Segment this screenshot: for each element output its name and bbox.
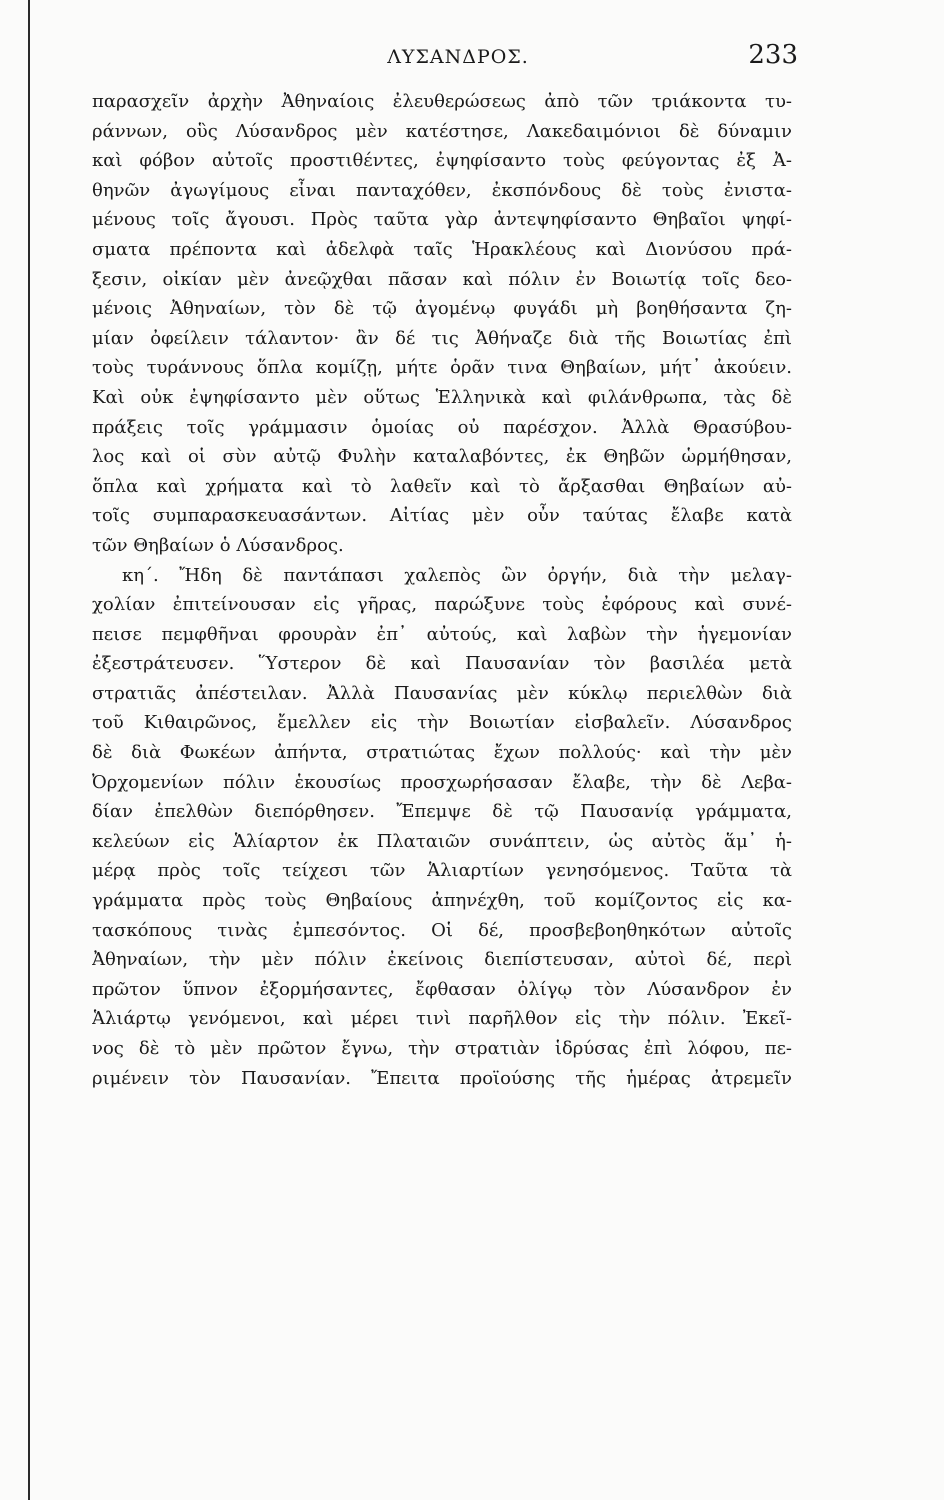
text-line: ράννων, οὓς Λύσανδρος μὲν κατέστησε, Λακεδαιμόνιοι δὲ δύναμιν — [92, 120, 792, 142]
text-line: δίαν ἐπελθὼν διεπόρθησεν. Ἔπεμψε δὲ τῷ Παυσανίᾳ γράμματα, — [92, 801, 792, 823]
binding-edge — [28, 0, 30, 1500]
text-line: Καὶ οὐκ ἐψηφίσαντο μὲν οὕτως Ἑλληνικὰ καὶ φιλάνθρωπα, τὰς δὲ — [92, 386, 792, 408]
section-start-line: κη΄. Ἤδη δὲ παντάπασι χαλεπὸς ὢν ὀργήν, διὰ τὴν μελαγ- — [122, 564, 792, 586]
text-line: πρῶτον ὕπνον ἐξορμήσαντες, ἔφθασαν ὀλίγῳ τὸν Λύσανδρον ἐν — [92, 978, 792, 1000]
text-line: παρασχεῖν ἀρχὴν Ἀθηναίοις ἐλευθερώσεως ἀπὸ τῶν τριάκοντα τυ- — [92, 91, 792, 112]
text-line: τοῖς συμπαρασκευασάντων. Αἰτίας μὲν οὖν ταύτας ἔλαβε κατὰ — [92, 505, 792, 527]
page-number: 233 — [748, 40, 798, 70]
text-line: θηνῶν ἀγωγίμους εἶναι πανταχόθεν, ἐκσπόνδους δὲ τοὺς ἐνιστα- — [92, 179, 792, 201]
text-line: μένοις Ἀθηναίων, τὸν δὲ τῷ ἀγομένῳ φυγάδι μὴ βοηθήσαντα ζη- — [92, 298, 792, 320]
text-line: γράμματα πρὸς τοὺς Θηβαίους ἀπηνέχθη, τοῦ κομίζοντος εἰς κα- — [92, 890, 792, 912]
text-line: ξεσιν, οἰκίαν μὲν ἀνεῷχθαι πᾶσαν καὶ πόλιν ἐν Βοιωτίᾳ τοῖς δεο- — [92, 268, 792, 290]
text-line: καὶ φόβον αὐτοῖς προστιθέντες, ἐψηφίσαντο τοὺς φεύγοντας ἐξ Ἀ- — [92, 150, 792, 172]
text-line: λος καὶ οἱ σὺν αὐτῷ Φυλὴν καταλαβόντες, ἐκ Θηβῶν ὡρμήθησαν, — [92, 446, 792, 468]
text-line: μένους τοῖς ἄγουσι. Πρὸς ταῦτα γὰρ ἀντεψηφίσαντο Θηβαῖοι ψηφί- — [92, 209, 792, 231]
body-text — [92, 87, 792, 1093]
text-line: χολίαν ἐπιτείνουσαν εἰς γῆρας, παρώξυνε τοὺς ἐφόρους καὶ συνέ- — [92, 594, 792, 616]
text-line: δὲ διὰ Φωκέων ἀπήντα, στρατιώτας ἔχων πολλούς· καὶ τὴν μὲν — [92, 742, 792, 764]
running-head: ΛΥΣΑΝΔΡΟΣ. — [387, 46, 529, 68]
text-line: Ὀρχομενίων πόλιν ἑκουσίως προσχωρήσασαν ἔλαβε, τὴν δὲ Λεβα- — [92, 771, 792, 793]
text-line: μίαν ὀφείλειν τάλαντον· ἂν δέ τις Ἀθήναζε διὰ τῆς Βοιωτίας ἐπὶ — [92, 327, 792, 349]
text-line: ριμένειν τὸν Παυσανίαν. Ἔπειτα προϊούσης τῆς ἡμέρας ἀτρεμεῖν — [92, 1067, 792, 1089]
text-line: πεισε πεμφθῆναι φρουρὰν ἐπ᾽ αὐτούς, καὶ λαβὼν τὴν ἡγεμονίαν — [92, 623, 792, 645]
text-line: ἐξεστράτευσεν. Ὕστερον δὲ καὶ Παυσανίαν τὸν βασιλέα μετὰ — [92, 653, 792, 675]
page-header — [118, 36, 798, 76]
text-line: τασκόπους τινὰς ἐμπεσόντος. Οἱ δέ, προσβεβοηθηκότων αὐτοῖς — [92, 919, 792, 941]
text-line: κελεύων εἰς Ἁλίαρτον ἐκ Πλαταιῶν συνάπτειν, ὡς αὐτὸς ἅμ᾽ ἡ- — [92, 830, 792, 852]
text-line: Ἁλιάρτῳ γενόμενοι, καὶ μέρει τινὶ παρῆλθον εἰς τὴν πόλιν. Ἐκεῖ- — [92, 1008, 792, 1030]
text-line: ὅπλα καὶ χρήματα καὶ τὸ λαθεῖν καὶ τὸ ἄρξασθαι Θηβαίων αὐ- — [92, 475, 792, 497]
text-line: νος δὲ τὸ μὲν πρῶτον ἔγνω, τὴν στρατιὰν ἱδρύσας ἐπὶ λόφου, πε- — [92, 1038, 792, 1059]
text-line: Ἀθηναίων, τὴν μὲν πόλιν ἐκείνοις διεπίστευσαν, αὐτοὶ δέ, περὶ — [92, 949, 792, 971]
text-line: σματα πρέποντα καὶ ἀδελφὰ ταῖς Ἡρακλέους καὶ Διονύσου πρά- — [92, 238, 792, 260]
text-line: στρατιᾶς ἀπέστειλαν. Ἀλλὰ Παυσανίας μὲν κύκλῳ περιελθὼν διὰ — [92, 682, 792, 704]
text-line: μέρᾳ πρὸς τοῖς τείχεσι τῶν Ἁλιαρτίων γενησόμενος. Ταῦτα τὰ — [92, 860, 792, 882]
text-line: τοὺς τυράννους ὅπλα κομίζῃ, μήτε ὁρᾶν τινα Θηβαίων, μήτ᾽ ἀκούειν. — [92, 357, 792, 379]
text-line: τοῦ Κιθαιρῶνος, ἔμελλεν εἰς τὴν Βοιωτίαν εἰσβαλεῖν. Λύσανδρος — [92, 712, 792, 734]
text-line: τῶν Θηβαίων ὁ Λύσανδρος. — [92, 534, 344, 556]
text-line: πράξεις τοῖς γράμμασιν ὁμοίας οὐ παρέσχον. Ἀλλὰ Θρασύβου- — [92, 416, 792, 438]
